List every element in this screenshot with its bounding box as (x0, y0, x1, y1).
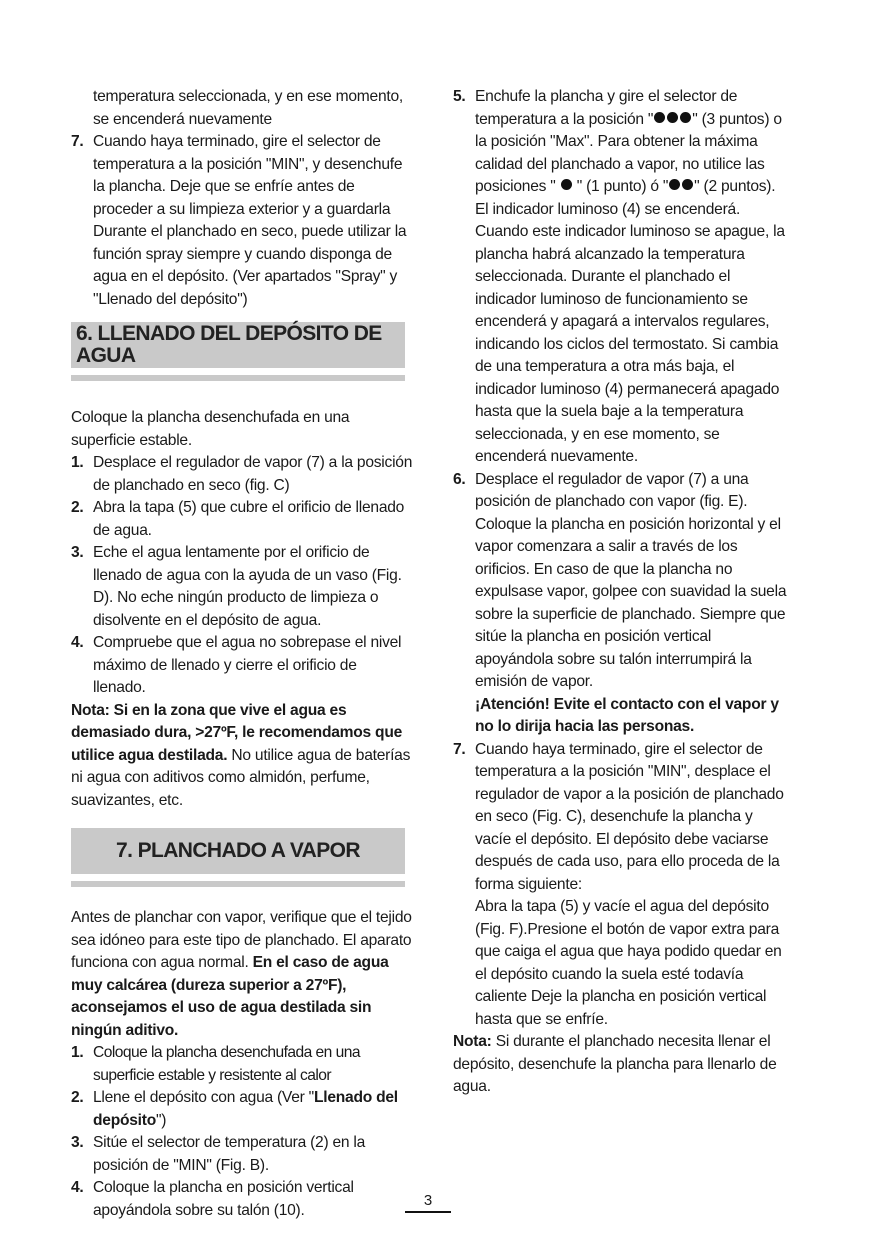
heading-rule (71, 881, 405, 887)
list-item-3 (71, 1132, 413, 1177)
empty-tank-paragraph: Abra la tapa (5) y vacíe el agua del depósito (Fig. F).Presione el botón de vapor extra para que caiga el agua que haya podido quedar en el depósito cuando la suela esté todavía caliente Deje la plancha en posición vertical hasta que se enfríe. (475, 898, 782, 1028)
list-number: 4. (71, 634, 84, 651)
list-text: Sitúe el selector de temperatura (2) en la posición de "MIN" (Fig. B). (93, 1134, 366, 1174)
list-number: 7. (71, 133, 84, 150)
list-item-5 (453, 86, 788, 469)
list-text-pre: Llene el depósito con agua (Ver " (93, 1089, 314, 1106)
list-text-3: " (1 punto) ó " (576, 178, 669, 195)
note-bold: Nota: Si en la zona que vive el agua es demasiado dura, >27ºF, le recomendamos que utilice agua destilada. (71, 701, 403, 764)
list-text: Cuando haya terminado, gire el selector de temperatura a la posición "MIN", desplace el regulador de vapor a la posición de planchado en seco (Fig. C), desenchufe la plancha y vacíe el depósito. El depósito debe vaciarse después de cada uso, para ello proceda de la forma siguiente: (475, 740, 784, 893)
list-number: 7. (453, 740, 466, 758)
right-column (453, 86, 788, 1099)
list-item-2 (71, 1087, 413, 1132)
heading-rule (71, 375, 405, 381)
list-number: 3. (71, 544, 84, 561)
list-item-3 (71, 542, 413, 632)
list-text: Compruebe que el agua no sobrepase el nivel máximo de llenado y cierre el orificio de llenado. (93, 634, 402, 696)
list-number: 4. (71, 1179, 84, 1196)
note-text: Si durante el planchado necesita llenar el depósito, desenchufe la plancha para llenarlo de agua. (453, 1033, 777, 1095)
section-7-title: 7. PLANCHADO A VAPOR (71, 828, 405, 874)
list-item-4 (71, 632, 413, 700)
list-text-bold: Llenado del depósito (93, 1089, 398, 1129)
list-number: 3. (71, 1134, 84, 1151)
list-number: 1. (71, 1044, 84, 1061)
list-number: 2. (71, 1089, 84, 1106)
continued-text: temperatura seleccionada, y en ese momento, se encenderá nuevamente (93, 88, 403, 128)
list-item-7 (453, 739, 788, 1032)
list-item-1 (71, 452, 413, 497)
list-number: 2. (71, 499, 84, 516)
section-6-heading (71, 322, 405, 381)
section-6-note (71, 700, 413, 813)
two-dots-icon (668, 178, 694, 195)
list-item-1 (71, 1042, 413, 1087)
warning-text: ¡Atención! Evite el contacto con el vapor y no lo dirija hacia las personas. (475, 695, 779, 735)
list-text: Desplace el regulador de vapor (7) a una posición de planchado con vapor (fig. E). Coloque la plancha en posición horizontal y el vapor comenzara a salir a través de los orificios. En caso de que la plancha no expulsase vapor, golpee con suavidad la suela sobre la superficie de planchado. Siempre que sitúe la plancha en posición vertical apoyándola sobre su talón interrumpirá la emisión de vapor. (475, 470, 787, 690)
note-label: Nota: (453, 1033, 492, 1050)
list-item-4 (71, 1177, 413, 1222)
list-number: 6. (453, 470, 466, 488)
one-dot-icon (560, 178, 573, 195)
note-rest: No utilice agua de baterías ni agua con aditivos como almidón, perfume, suavizantes, etc. (71, 746, 411, 809)
indicator-paragraph: El indicador luminoso (4) se encenderá. Cuando este indicador luminoso se apague, la plancha habrá alcanzado la temperatura seleccionada. Durante el planchado el indicador luminoso de funcionamiento se encenderá y apagará a intervalos regulares, indicando los ciclos del termostato. Si cambia de una temperatura a otra más baja, el indicador luminoso (4) permanecerá apagado hasta que la suela baje a la temperatura seleccionada, y en ese momento, se encenderá nuevamente. (475, 200, 785, 465)
list-text-1: Enchufe la plancha y gire el selector de temperatura a la posición " (475, 88, 738, 128)
three-dots-icon (653, 111, 692, 128)
left-column (71, 86, 413, 1222)
section-6-intro: Coloque la plancha desenchufada en una superficie estable. (71, 409, 350, 449)
page-number: 3 (423, 1192, 433, 1209)
section-7-heading (71, 828, 405, 887)
list-text-post: ") (155, 1111, 167, 1129)
section-6-title: 6. LLENADO DEL DEPÓSITO DE AGUA (71, 322, 405, 368)
list-item-2 (71, 497, 413, 542)
list-number: 5. (453, 88, 466, 105)
list-text: Coloque la plancha en posición vertical apoyándola sobre su talón (10). (93, 1179, 354, 1219)
list-number: 1. (71, 454, 84, 471)
list-text-4: " (2 puntos). (694, 178, 776, 195)
list-item-7 (71, 131, 413, 311)
intro-plain: Antes de planchar con vapor, verifique que el tejido sea idóneo para este tipo de planchado. El aparato funciona con agua normal. (71, 909, 412, 971)
list-text-2: " (3 puntos) o la posición "Max". Para obtener la máxima calidad del planchado a vapor, no utilice las posiciones " (475, 110, 782, 195)
list-text: Abra la tapa (5) que cubre el orificio de llenado de agua. (93, 499, 405, 539)
list-item-6 (453, 469, 788, 739)
list-text: Eche el agua lentamente por el orificio de llenado de agua con la ayuda de un vaso (Fig. D). No eche ningún producto de limpieza o disolvente en el depósito de agua. (93, 544, 402, 629)
list-text: Coloque la plancha desenchufada en una superficie estable y resistente al calor (93, 1044, 360, 1084)
page-number-underline (405, 1211, 451, 1213)
intro-bold: En el caso de agua muy calcárea (dureza superior a 27ºF), aconsejamos el uso de agua destilada sin ningún aditivo. (71, 954, 389, 1039)
section-7-intro (71, 907, 413, 1042)
list-text: Cuando haya terminado, gire el selector de temperatura a la posición "MIN", y desenchufe la plancha. Deje que se enfríe antes de proceder a su limpieza exterior y a guardarla Durante el planchado en seco, puede utilizar la función spray siempre y cuando disponga de agua en el depósito. (Ver apartados "Spray" y "Llenado del depósito") (93, 133, 407, 308)
list-text: Desplace el regulador de vapor (7) a la posición de planchado en seco (fig. C) (93, 454, 413, 494)
right-note (453, 1031, 788, 1099)
